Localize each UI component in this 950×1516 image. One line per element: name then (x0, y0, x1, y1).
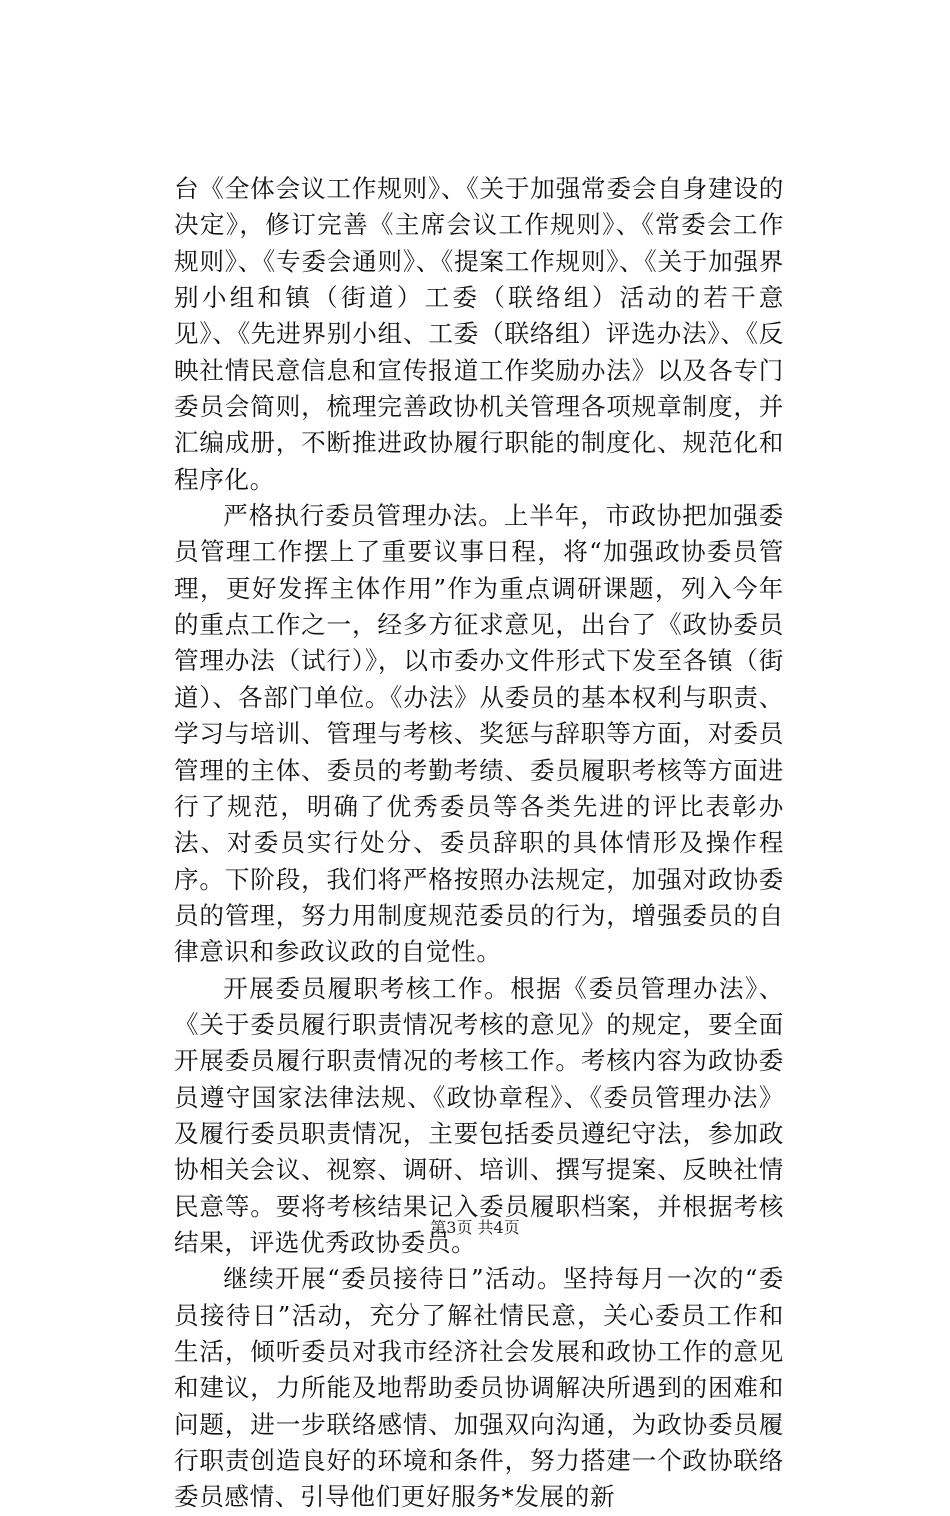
body-text (174, 171, 784, 1516)
paragraph-reception-day: 继续开展“委员接待日”活动。坚持每月一次的“委员接待日”活动，充分了解社情民意，关心委员工作和生活，倾听委员对我市经济社会发展和政协工作的意见和建议，力所能及地帮助委员协调解决所遇到的困难和问题，进一步联络感情、加强双向沟通，为政协委员履行职责创造良好的环境和条件，努力搭建一个政协联络委员感情、引导他们更好服务*发展的新 (174, 1264, 784, 1512)
paragraph-member-management: 严格执行委员管理办法。上半年，市政协把加强委员管理工作摆上了重要议事日程，将“加强政协委员管理，更好发挥主体作用”作为重点调研课题，列入今年的重点工作之一，经多方征求意见，出台了《政协委员管理办法（试行）》，以市委办文件形式下发至各镇（街道）、各部门单位。《办法》从委员的基本权利与职责、学习与培训、管理与考核、奖惩与辞职等方面，对委员管理的主体、委员的考勤考绩、委员履职考核等方面进行了规范，明确了优秀委员等各类先进的评比表彰办法、对委员实行处分、委员辞职的具体情形及操作程序。下阶段，我们将严格按照办法规定，加强对政协委员的管理，努力用制度规范委员的行为，增强委员的自律意识和参政议政的自觉性。 (174, 501, 784, 967)
page-number-footer: 第3页 共4页 (430, 1218, 520, 1237)
paragraph-continuation: 台《全体会议工作规则》、《关于加强常委会自身建设的决定》，修订完善《主席会议工作规则》、《常委会工作规则》、《专委会通则》、《提案工作规则》、《关于加强界别小组和镇（街道）工委（联络组）活动的若干意见》、《先进界别小组、工委（联络组）评选办法》、《反映社情民意信息和宣传报道工作奖励办法》以及各专门委员会简则，梳理完善政协机关管理各项规章制度，并汇编成册，不断推进政协履行职能的制度化、规范化和程序化。 (174, 174, 784, 494)
paragraph-performance-assessment: 开展委员履职考核工作。根据《委员管理办法》、《关于委员履行职责情况考核的意见》的规定，要全面开展委员履行职责情况的考核工作。考核内容为政协委员遵守国家法律法规、《政协章程》、《委员管理办法》及履行委员职责情况，主要包括委员遵纪守法，参加政协相关会议、视察、调研、培训、撰写提案、反映社情民意等。要将考核结果记入委员履职档案，并根据考核结果，评选优秀政协委员。 (174, 973, 784, 1257)
